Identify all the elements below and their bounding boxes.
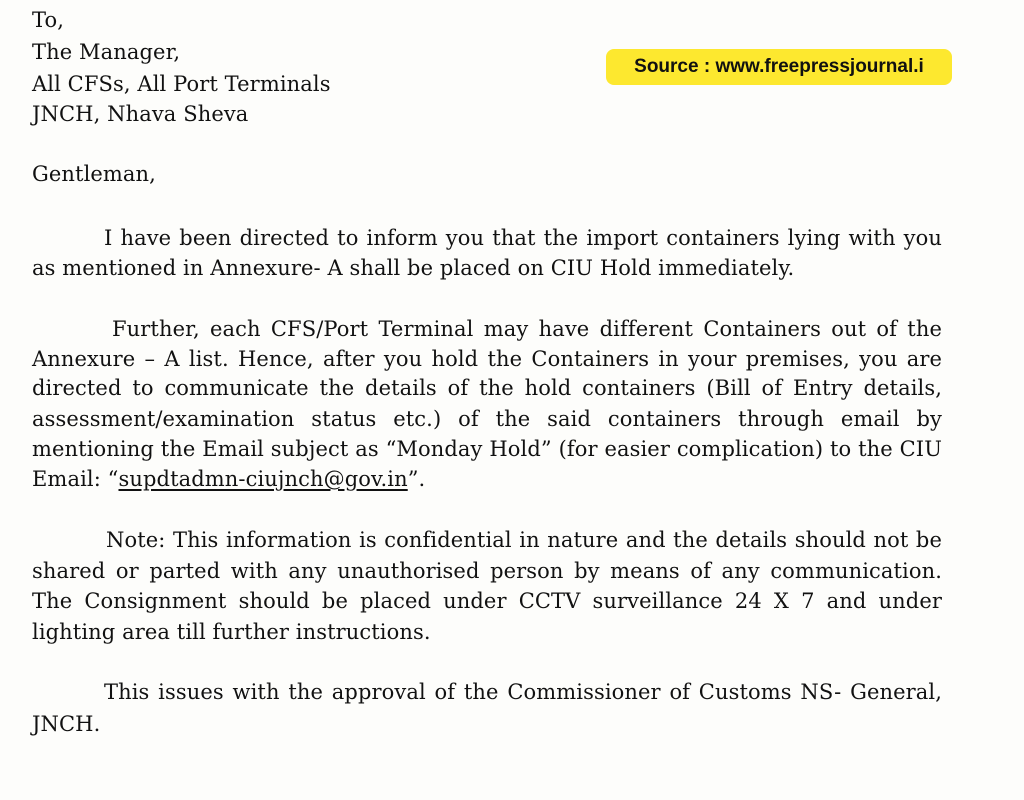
salutation: Gentleman, xyxy=(32,162,156,186)
paragraph4-line: This issues with the approval of the Commissioner of Customs NS- General, xyxy=(104,680,942,704)
address-recipients: All CFSs, All Port Terminals xyxy=(32,72,331,96)
source-badge: Source : www.freepressjournal.i xyxy=(606,49,952,85)
paragraph3-line: Note: This information is confidential in nature and the details should not be xyxy=(106,528,942,552)
paragraph2-line: Further, each CFS/Port Terminal may have different Containers out of the xyxy=(112,317,942,341)
email-suffix: ”. xyxy=(407,467,426,491)
address-manager: The Manager, xyxy=(32,40,181,64)
address-to: To, xyxy=(32,8,64,32)
paragraph3-line: The Consignment should be placed under CCTV surveillance 24 X 7 and under xyxy=(32,589,942,613)
paragraph3-line: lighting area till further instructions. xyxy=(32,620,431,644)
paragraph2-line: directed to communicate the details of the hold containers (Bill of Entry details, xyxy=(32,376,942,400)
email-prefix: Email: “ xyxy=(32,467,119,491)
address-location: JNCH, Nhava Sheva xyxy=(32,102,249,126)
paragraph2-line: assessment/examination status etc.) of the said containers through email by xyxy=(32,407,942,431)
paragraph2-line: mentioning the Email subject as “Monday Hold” (for easier complication) to the CIU xyxy=(32,437,942,461)
paragraph2-email-line xyxy=(32,465,425,493)
email-address: supdtadmn-ciujnch@gov.in xyxy=(118,467,408,491)
paragraph3-line: shared or parted with any unauthorised person by means of any communication. xyxy=(32,559,942,583)
paragraph4-line: JNCH. xyxy=(32,712,101,736)
paragraph1-line: as mentioned in Annexure- A shall be placed on CIU Hold immediately. xyxy=(32,256,795,280)
paragraph2-line: Annexure – A list. Hence, after you hold the Containers in your premises, you are xyxy=(32,347,942,371)
paragraph1-line: I have been directed to inform you that the import containers lying with you xyxy=(104,226,942,250)
